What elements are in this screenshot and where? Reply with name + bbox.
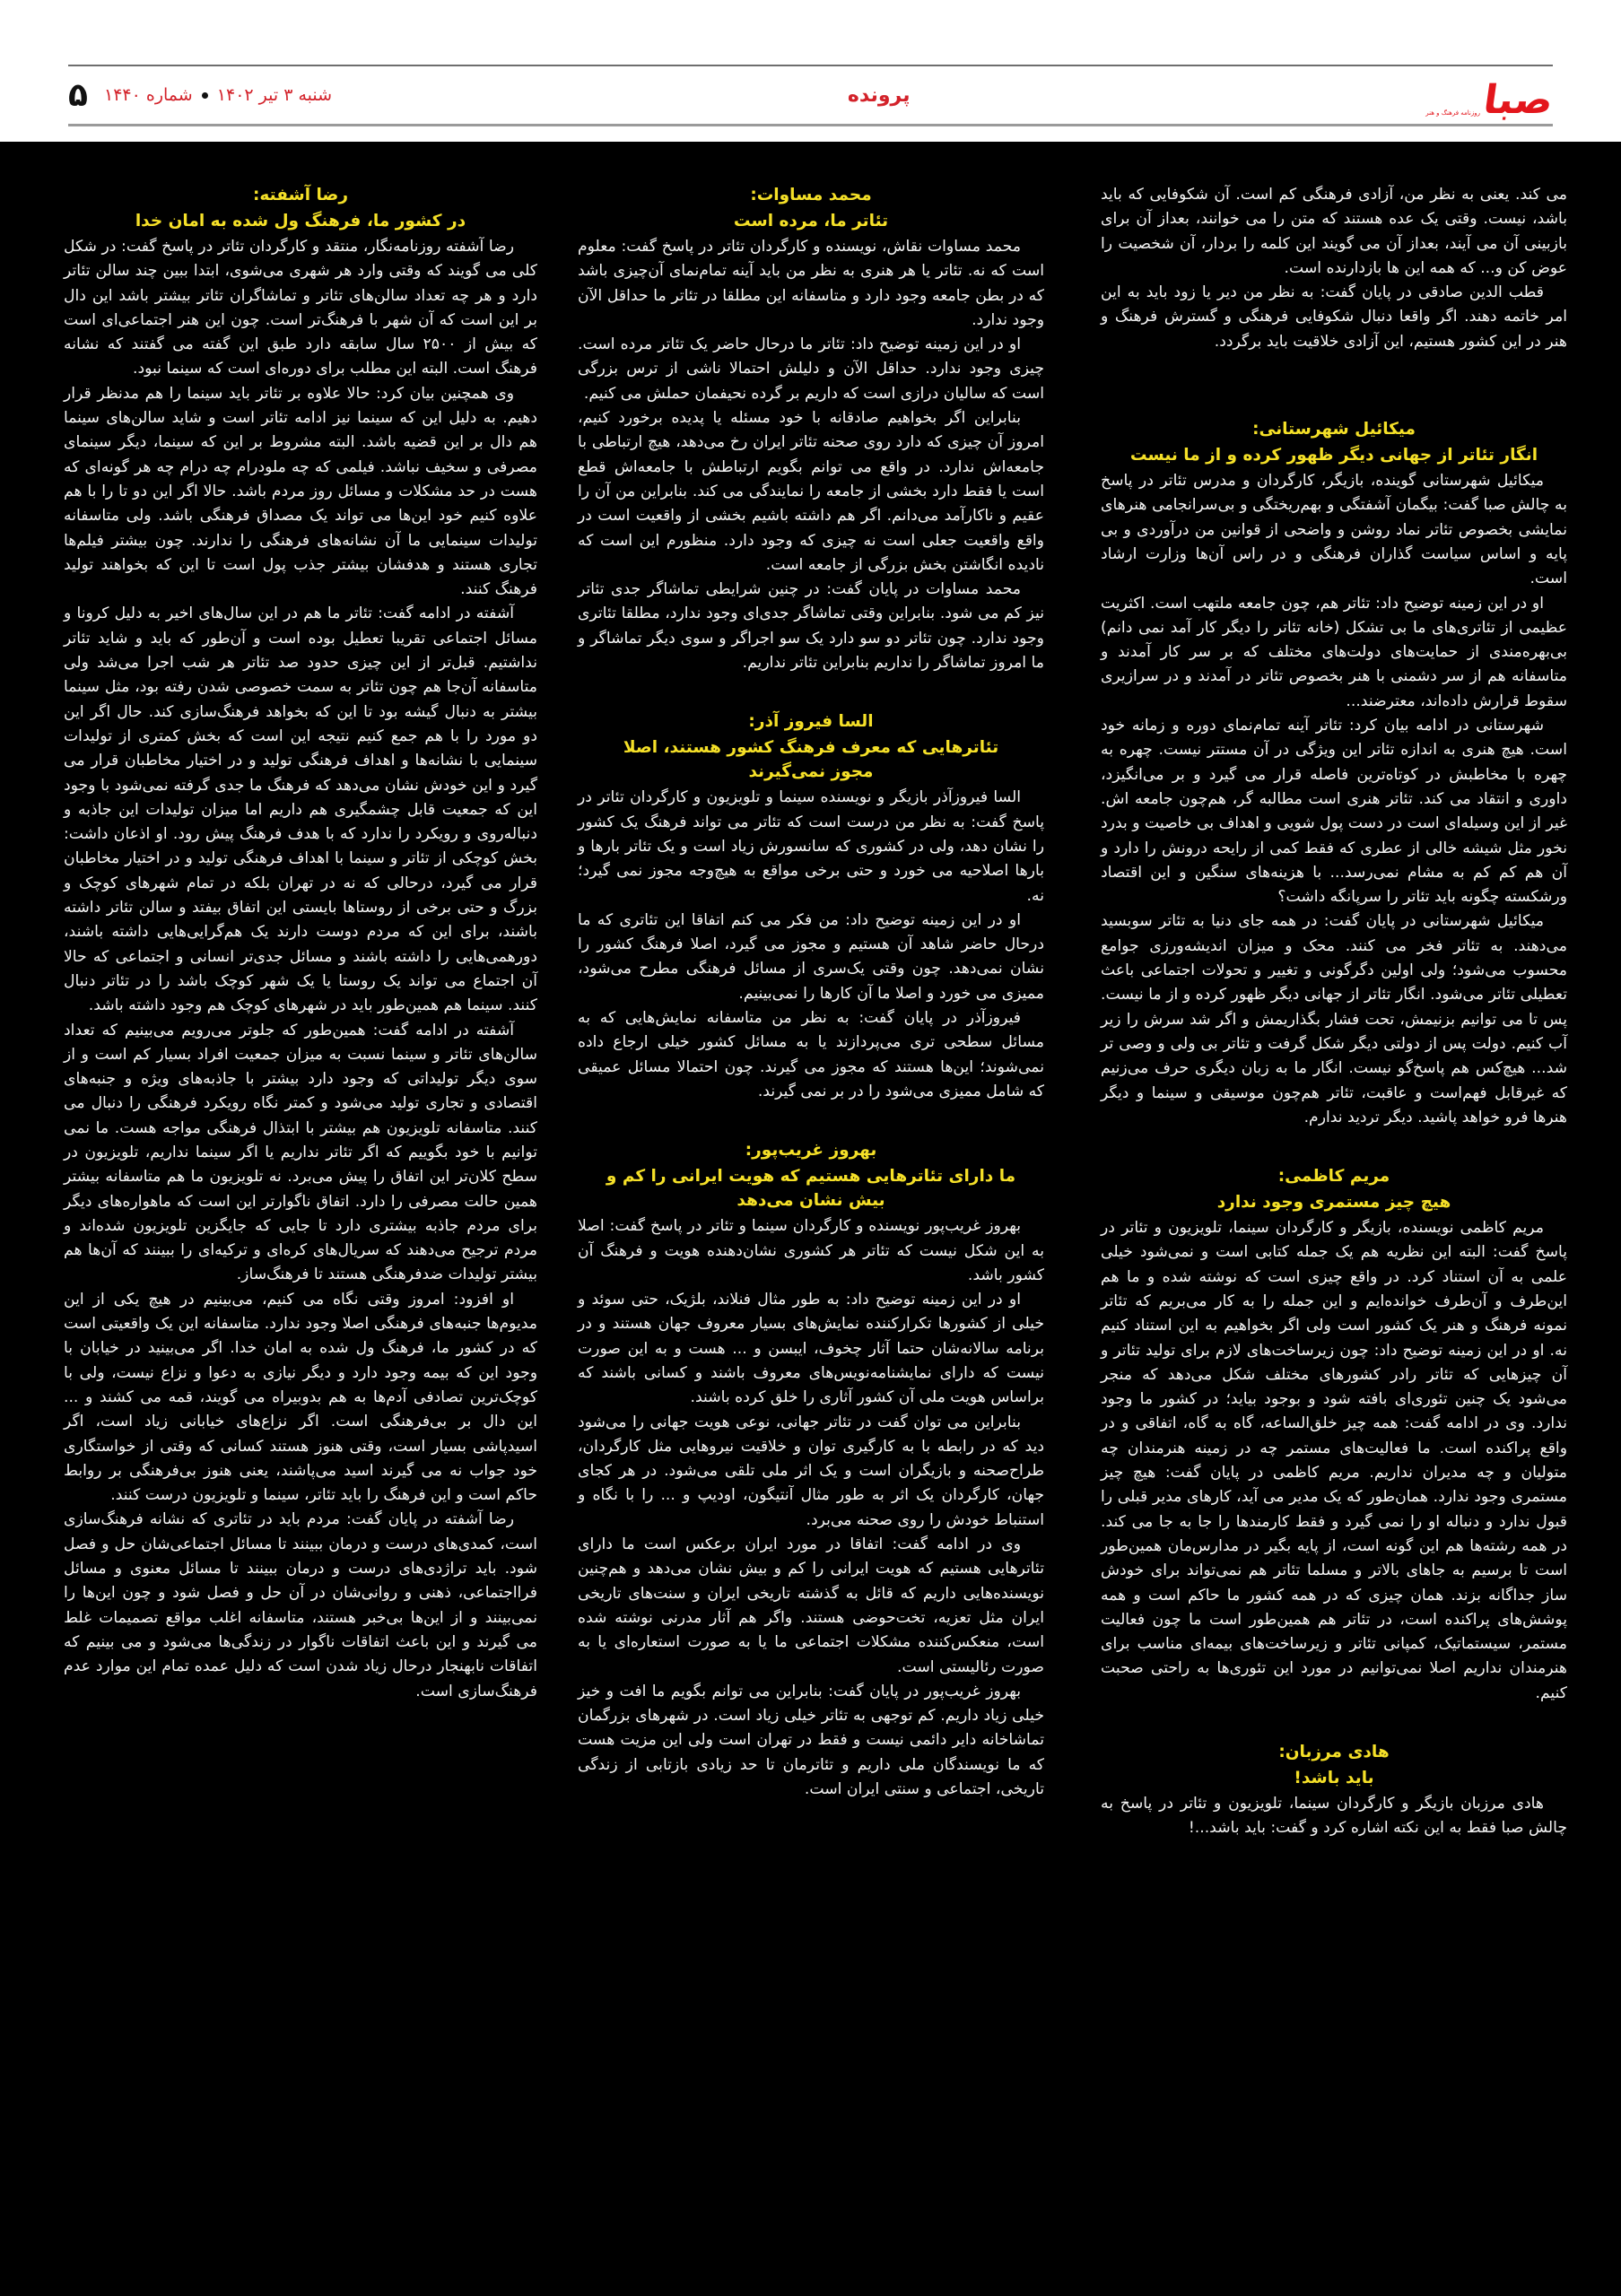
article-board (0, 142, 1621, 2296)
paragraph: میکائیل شهرستانی گوینده، بازیگر، کارگردان و مدرس تئاتر در پاسخ به چالش صبا گفت: بیگمان آشفتگی و بهم‌ریختگی و بی‌سرانجامی هنرهای نمایشی بخصوص تئاتر نماد روشن و واضحی از قوانین من درآوردی و بی پایه و اساس سیاست گذاران فرهنگی و در راس آن‌ها وزارت ارشاد است. (1101, 472, 1567, 588)
paragraph: او در این زمینه توضیح داد: من فکر می کنم اتفاقا این تئاتری که ما درحال حاضر شاهد آن هستیم و مجوز می گیرد، اصلا فرهنگ کشور را نشان نمی‌دهد. چون وقتی یک‌سری از مسائل فرهنگی مطرح می‌شود، ممیزی می خورد و اصلا ما آن کارها را نمی‌بینیم. (578, 910, 1044, 1003)
paragraph: قطب الدین صادقی در پایان گفت: به نظر من دیر یا زود باید به این امر خاتمه دهند. اگر واقعا دنبال شکوفایی فرهنگی و گسترش فرهنگ و هنر در این کشور هستیم، این آزادی خلاقیت باید برگردد. (1101, 283, 1567, 351)
paragraph: آشفته در ادامه گفت: تئاتر ما هم در این سال‌های اخیر به دلیل کرونا و مسائل اجتماعی تقریبا تعطیل بوده است و آن‌طور که باید و شاید تئاتر نداشتیم. قبل‌تر از این چیزی حدود صد تئاتر هر شب اجرا می‌شد ولی متاسفانه آن‌جا هم چون تئاتر به سمت خصوصی شدن رفته بود، مثل سینما بیشتر به دنبال گیشه بود تا این که بخواهد فرهنگ‌سازی کند. حال اگر این دو مورد را با هم جمع کنیم نتیجه این است که بخش کمتری از تولیدات سینمایی با نشانه‌ها و اهداف فرهنگی تولید و در اختیار مخاطبان قرار می گیرد و این خودش نشان می‌دهد که فرهنگ ما جدی گرفته نمی‌شود با وجود این که جمعیت قابل چشمگیری هم داریم اما میزان تولیدات این جاذبه و دنباله‌روی و رویکرد را ندارد که با هدف فرهنگ پیش رود. او اذعان داشت: بخش کوچکی از تئاتر و سینما با اهداف فرهنگی تولید و در اختیار مخاطبان قرار می گیرد، درحالی که نه در تهران بلکه در تمام شهرهای کوچک و بزرگ و حتی برخی از روستاها بایستی این اتفاق بیفتد و سالن تئاتر داشته باشند، برای این که مردم دوست دارند یک هم‌گرایی‌هایی داشته باشند، دورهمی‌هایی را داشته باشند و مسائل جدی‌تر انسانی و اجتماعی که حالا آن اجتماع می تواند یک روستا یا یک شهر کوچک باشد را در تئاتر دنبال کنند. سینما هم همین‌طور باید در شهرهای کوچک هم وجود داشته باشد. (64, 604, 537, 1015)
column-middle (578, 183, 1044, 1836)
paragraph: هادی مرزبان بازیگر و کارگردان سینما، تلویزیون و تئاتر در پاسخ به چالش صبا فقط به این نکته اشاره کرد و گفت: باید باشد...! (1101, 1795, 1567, 1838)
logo-tagline: روزنامه فرهنگ و هنر (1425, 109, 1480, 117)
article-headline: تئاترهایی که معرف فرهنگ کشور هستند، اصلا مجوز نمی‌گیرند (623, 738, 999, 782)
paragraph: او در این زمینه توضیح داد: تئاتر ما درحال حاضر یک تئاتر مرده است. چیزی وجود ندارد. حداقل الآن و دلیلش احتمالا ناشی از ترس بزرگی است که سالیان درازی است که داریم بر گرده نحیفمان حملش می کنیم. (578, 335, 1044, 403)
article-ashofteh (64, 183, 537, 1704)
newspaper-logo[interactable] (1425, 70, 1556, 123)
article-firouzazar (578, 709, 1044, 1104)
article-headline: ما دارای تئاترهایی هستیم که هویت ایرانی را کم و بیش نشان می‌دهد (606, 1167, 1016, 1211)
article-author: هادی مرزبان: (1278, 1743, 1390, 1762)
issue-date: شنبه ۳ تیر ۱۴۰۲ (216, 85, 333, 105)
article-headline: تئاتر ما، مرده است (733, 212, 889, 230)
paragraph: شهرستانی در ادامه بیان کرد: تئاتر آینه تمام‌نمای دوره و زمانه خود است. هیچ هنری به اندازه تئاتر این ویژگی در آن مستتر نیست. چهره به چهره با مخاطبش در کوتاه‌ترین فاصله قرار می گیرد و بر می‌انگیزد، داوری و انتقاد می کند. تئاتر هنری است مطالبه گر، هم‌چون جامعه اش. غیر از این وسیله‌ای است در دست پول شویی و اهداف بی خاصیت و بدرد نخور مثل شیشه خالی از عطری که فقط کمی از رایحه درونش را دارد و آن هم کم کم به مشام نمی‌رسد... با هزینه‌های سنگین و این اقتصاد ورشکسته چگونه باید تئاتر را سرپانگه داشت؟ (1101, 717, 1567, 907)
paragraph: محمد مساوات نقاش، نویسنده و کارگردان تئاتر در پاسخ گفت: معلوم است که نه. تئاتر یا هر هنری به نظر من باید آینه تمام‌نمای آن‌چیزی باشد که در بطن جامعه وجود دارد و متاسفانه این مطلقا در تئاتر ما حداقل الآن وجود ندارد. (578, 238, 1044, 329)
paragraph: او افزود: امروز وقتی نگاه می کنیم، می‌بینیم در هیچ یکی از این مدیوم‌ها جنبه‌های فرهنگی اصلا وجود ندارد. متاسفانه این یک واقعیتی است که در کشور ما، فرهنگ ول شده به امان خدا. اگر می‌بینید در خیابان با وجود این که بیمه وجود دارد و دیگر نیازی به دعوا و نزاع نیست، ولی با کوچک‌ترین تصادفی آدم‌ها به هم بدوبیراه می گویند، قمه می کشند و ... این دال بر بی‌فرهنگی است. اگر نزاع‌های خیابانی زیاد است، اگر اسیدپاشی بسیار است، وقتی هنوز هستند کسانی که وقتی از خواستگاری خود جواب نه می گیرند اسید می‌پاشند، یعنی هنوز بی‌فرهنگی بر روابط حاکم است و این فرهنگ را باید تئاتر، سینما و تلویزیون درست کنند. (64, 1290, 537, 1505)
paragraph: او در این زمینه توضیح داد: تئاتر هم، چون جامعه ملتهب است. اکثریت عظیمی از تئاتری‌های ما بی تشکل (خانه تئاتر را دیگر کار آمد نمی دانم) بی‌بهره‌مندی از حمایت‌های دولت‌های مختلف که بر سر کار آمدند و متاسفانه هم از سر دشمنی با هنر بخصوص تئاتر در آمدند و در سرازیری سقوط قرارش داده‌اند، معترضند... (1101, 594, 1567, 710)
column-left (64, 183, 537, 1738)
paragraph: رضا آشفته در پایان گفت: مردم باید در تئاتری که نشانه فرهنگ‌سازی است، کمدی‌های درست و درمان ببینند تا مسائل اجتماعی‌شان حل و فصل شود. باید تراژدی‌های درست و درمان ببینند تا مسائل معنوی و مسائل فرااجتماعی، ذهنی و روانی‌شان در آن حل و فصل شود و چون این‌ها را نمی‌بینند و از این‌ها بی‌خبر هستند، متاسفانه اغلب مواقع تصمیمات غلط می گیرند و این باعث اتفاقات ناگوار در زندگی‌ها می‌شود و می بینیم که اتفاقات نابهنجار درحال زیاد شدن است که دلیل عمده تمام این موارد عدم فرهنگ‌سازی است. (64, 1510, 537, 1700)
paragraph: وی در ادامه گفت: اتفاقا در مورد ایران برعکس است ما دارای تئاترهایی هستیم که هویت ایرانی را کم و بیش نشان می‌دهد و هم‌چنین نویسنده‌هایی داریم که قائل به گذشته تاریخی ایران و سنت‌های تاریخی ایران مثل تعزیه، تخت‌حوضی هستند. واگر هم آثار مدرنی نوشته شده است، منعکس‌کننده مشکلات اجتماعی ما یا به صورت استعاره‌ای یا به صورت رئالیستی است. (578, 1535, 1044, 1676)
issue-line (104, 85, 332, 105)
paragraph: بنابراین اگر بخواهیم صادقانه با خود مسئله یا پدیده برخورد کنیم، امروز آن چیزی که دارد روی صحنه تئاتر ایران رخ می‌دهد، هیچ ارتباطی با جامعه‌اش ندارد. در واقع می توانم بگویم ارتباطش با جامعه‌اش قطع است یا فقط دارد بخشی از جامعه را نمایندگی می کند. بنابراین من آن را عقیم و ناکارآمد می‌دانم. اگر هم داشته باشیم بخشی از واقعیت است در واقع واقعیت جعلی است نه چیزی که وجود دارد. منظورم این است که نادیده انگاشتن بخش بزرگی از جامعه است. (578, 409, 1044, 574)
paragraph: مریم کاظمی نویسنده، بازیگر و کارگردان سینما، تلویزیون و تئاتر در پاسخ گفت: البته این نظریه هم یک جمله کتابی است و نمی‌شود خیلی علمی به آن استناد کرد. در واقع چیزی است که نوشته شده و ما هم این‌طرف و آن‌طرف خوانده‌ایم و این جمله را به کار می‌بریم که تئاتر نمونه فرهنگ و هنر یک کشور است ولی اگر بخواهیم به این استناد کنیم نه. او در این زمینه توضیح داد: چون زیرساخت‌های لازم برای تولید تئاتر و آن چیزهایی که تئاتر رادر کشورهای مختلف شکل می‌دهد که منجر می‌شود یک چنین تئوری‌ای بافته شود و بوجود بیاید؛ در کشور ما وجود ندارد. وی در ادامه گفت: همه چیز خلق‌الساعه، گاه به گاه، اتفاقی و در واقع پراکنده است. ما فعالیت‌های مستمر چه در زمینه هنرمندان چه متولیان و چه مدیران نداریم. مریم کاظمی در پایان گفت: هیچ چیز مستمری وجود ندارد. همان‌طور که یک مدیر می آید، کارهای مدیر قبلی را قبول ندارد و دنباله او را نمی گیرد و فقط کارمندها را جا به جا می کند. در همه رشته‌ها هم این گونه است، از پایه بگیر در مدارس‌مان همین‌طور است تا برسیم به جاهای بالاتر و مسلما تئاتر هم نمی‌تواند برای خودش ساز جداگانه بزند. همان چیزی که در همه کشور ما حاکم است و همه پوشش‌های پراکنده است، در تئاتر هم همین‌طور است ما چون فعالیت مستمر، سیستماتیک، کمپانی تئاتر و زیرساخت‌های بیمه‌ای مناسب برای هنرمندان نداریم اصلا نمی‌توانیم در مورد این تئوری‌ها به راحتی صحبت کنیم. (1101, 1219, 1567, 1702)
paragraph: السا فیروزآذر بازیگر و نویسنده سینما و تلویزیون و کارگردان تئاتر در پاسخ گفت: به نظر من درست است که تئاتر می تواند فرهنگ یک کشور را نشان دهد، ولی در کشوری که سانسورش زیاد است و یک تئاتر بارها و بارها اصلاحیه می خورد و حتی برخی مواقع به هیچ‌وجه مجوز نمی گیرد؛ نه. (578, 788, 1044, 905)
article-headline: انگار تئاتر از جهانی دیگر ظهور کرده و از ما نیست (1129, 446, 1538, 465)
article-continued (1101, 183, 1567, 354)
column-right (1101, 183, 1567, 1875)
section-title: پرونده (847, 83, 911, 107)
paragraph: رضا آشفته روزنامه‌نگار، منتقد و کارگردان تئاتر در پاسخ گفت: در شکل کلی می گویند که وقتی وارد هر شهری می‌شوی، ابتدا ببین چند سالن تئاتر دارد و هر چه تعداد سالن‌های تئاتر و تماشاگران تئاتر بیشتر باشد این دال بر این است که آن شهر با فرهنگ‌تر است. چون این هنر اجتماعی‌ای است که بیش از ۲۵۰۰ سال سابقه دارد طبق این گفته می گفتند که نشانه فرهنگ است. البته این مطلب برای دوره‌ای است که سینما نبود. (64, 238, 537, 378)
article-mosavat (578, 183, 1044, 675)
paragraph: بنابراین می توان گفت در تئاتر جهانی، نوعی هویت جهانی را می‌شود دید که در رابطه با به کارگیری توان و خلاقیت نیروهایی مثل کارگردان، طراح‌صحنه و بازیگران است و یک اثر ملی تلقی می‌شود. در هر کجای جهان، کارگردان یک اثر به طور مثال آنتیگون، اودیپ و ... را با نگاه و استنباط خودش را روی صحنه می‌برد. (578, 1413, 1044, 1529)
bullet-icon (202, 92, 208, 99)
paragraph: بهروز غریب‌پور نویسنده و کارگردان سینما و تئاتر در پاسخ گفت: اصلا به این شکل نیست که تئاتر هر کشوری نشان‌دهنده هویت و فرهنگ آن کشور باشد. (578, 1217, 1044, 1284)
page-number: ۵ (68, 76, 88, 114)
article-author: السا فیروز آذر: (748, 712, 874, 732)
issue-info (68, 77, 332, 114)
article-kazemi (1101, 1164, 1567, 1706)
paragraph: او در این زمینه توضیح داد: به طور مثال فنلاند، بلژیک، حتی سوئد و خیلی از کشورها تکرار‌کننده نمایش‌های بسیار معروف جهان هستند و در برنامه سالانه‌شان حتما آثار چخوف، ایبسن و ... هست و به این صورت نیست که دارای نمایشنامه‌نویس‌های معروف باشند و کسانی باشند که براساس هویت ملی آن کشور آثاری را خلق کرده باشند. (578, 1291, 1044, 1407)
paragraph: میکائیل شهرستانی در پایان گفت: در همه جای دنیا به تئاتر سوبسید می‌دهند. به تئاتر فخر می کنند. محک و میزان اندیشه‌ورزی جوامع محسوب می‌شود؛ ولی اولین دگرگونی و تغییر و تحولات اجتماعی باعث تعطیلی تئاتر می‌شود. انگار تئاتر از جهانی دیگر ظهور کرده و از ما نیست. پس تا می توانیم بزنیمش، تحت فشار بگذاریمش و اگر شد سرش را زیر آب کنیم. دولت پس از دولتی دیگر شکل گرفت و تئاتر بی ولی و وصی تر شد... هیچ‌کس هم پاسخ‌گو نیست. انگار ما به زبان دیگری حرف می‌زنیم که غیرقابل فهم‌است و عاقبت، تئاتر هم‌چون موسیقی و سینما و دیگر هنرها فرو خواهد پاشید. دیگر تردید ندارم. (1101, 912, 1567, 1126)
logo-wordmark: صبا (1480, 77, 1556, 123)
article-author: محمد مساوات: (750, 186, 872, 204)
article-gharibpour (578, 1138, 1044, 1802)
issue-number: شماره ۱۴۴۰ (104, 85, 193, 105)
article-headline: هیچ چیز مستمری وجود ندارد (1216, 1193, 1451, 1213)
article-author: میکائیل شهرستانی: (1252, 420, 1416, 439)
article-shahrestani (1101, 417, 1567, 1130)
article-author: مریم کاظمی: (1277, 1167, 1390, 1187)
article-marzban (1101, 1740, 1567, 1841)
masthead (68, 65, 1556, 126)
article-headline: در کشور ما، فرهنگ ول شده به امان خدا (135, 212, 466, 230)
paragraph: بهروز غریب‌پور در پایان گفت: بنابراین می توانم بگویم ما افت و خیز خیلی زیاد داریم. کم توجهی به تئاتر خیلی زیاد است. در شهرهای بزرگمان تماشاخانه دایر دائمی نیست و فقط در تهران است ولی این مزیت هست که ما نویسندگان ملی داریم و تئاترمان تا حد زیادی بازتابی از زندگی تاریخی، اجتماعی و سنتی ایران است. (578, 1682, 1044, 1799)
article-author: رضا آشفته: (253, 186, 348, 204)
paragraph: می کند. یعنی به نظر من، آزادی فرهنگی کم است. آن شکوفایی که باید باشد، نیست. وقتی یک عده هستند که متن را می خوانند، بعداز آن برای بازبینی آن می آیند، بعداز آن می گویند این کلمه را بردار، آن شخصیت را عوض کن و... که همه این ها بازدارنده است. (1101, 186, 1567, 277)
paragraph: آشفته در ادامه گفت: همین‌طور که جلوتر می‌رویم می‌بینیم که تعداد سالن‌های تئاتر و سینما نسبت به میزان جمعیت افراد بسیار کم است و از سوی دیگر تولیداتی که وجود دارد بیشتر با جاذبه‌های ویژه و جنبه‌های اقتصادی و تجاری تولید می‌شود و کمتر نگاه رویکرد فرهنگی را دنبال می کنند. متاسفانه تلویزیون هم بیشتر با ابتذال فرهنگی مواجه هست. ما نمی توانیم با خود بگوییم که اگر تئاتر نداریم یا اگر سینما نداریم، تلویزیون در سطح کلان‌تر این اتفاق را پیش می‌برد. نه تلویزیون ما هم متاسفانه بیشتر همین حالت مصرفی را دارد. اتفاق ناگوارتر این است که ماهواره‌های دیگر برای مردم جاذبه بیشتری دارد تا جایی که جایگزین تلویزیون شده‌اند و مردم ترجیح می‌دهند که سریال‌های کره‌ای و ترکیه‌ای را ببینند که آن‌ها هم بیشتر تولیدات ضدفرهنگی هستند تا فرهنگ‌ساز. (64, 1021, 537, 1284)
paragraph: فیروزآذر در پایان گفت: به نظر من متاسفانه نمایش‌هایی که به مسائل سطحی تری می‌پردازند یا به مسائل کشور خیلی ارجاع داده نمی‌شوند؛ این‌ها هستند که مجوز می گیرند. چون احتمالا مسائل عمیقی که شامل ممیزی می‌شود را در بر نمی گیرند. (578, 1009, 1044, 1100)
article-author: بهروز غریب‌پور: (745, 1141, 877, 1161)
paragraph: وی همچنین بیان کرد: حالا علاوه بر تئاتر باید سینما را هم مدنظر قرار دهیم. به دلیل این که سینما نیز ادامه تئاتر است و شاید سالن‌های سینما هم دال بر این قضیه باشد. البته مشروط بر این که سینما، دیگر سینمای مصرفی و سخیف نباشد. فیلمی که چه ملودرام چه درام چه هر گونه‌ای که هست در حد مشکلات و مسائل روز مردم باشد. حالا اگر این دو تا را با هم علاوه کنیم خود این‌ها می تواند یک مصداق فرهنگی باشد. ولی متاسفانه تولیدات سینمایی ما آن نشانه‌های فرهنگی را ندارند. چون بیشتر فیلم‌ها تجاری هستند و هدفشان بیشتر جذب پول است تا این که بخواهند تولید فرهنگ کنند. (64, 384, 537, 599)
paragraph: محمد مساوات در پایان گفت: در چنین شرایطی تماشاگر جدی تئاتر نیز کم می شود. بنابراین وقتی تماشاگر جدی‌ای وجود ندارد، مطلقا تئاتری وجود ندارد. چون تئاتر دو سو دارد یک سو اجراگر و سوی دیگر تماشاگر و ما امروز تماشاگر را نداریم بنابراین تئاتر نداریم. (578, 580, 1044, 673)
article-headline: باید باشد! (1294, 1769, 1374, 1788)
